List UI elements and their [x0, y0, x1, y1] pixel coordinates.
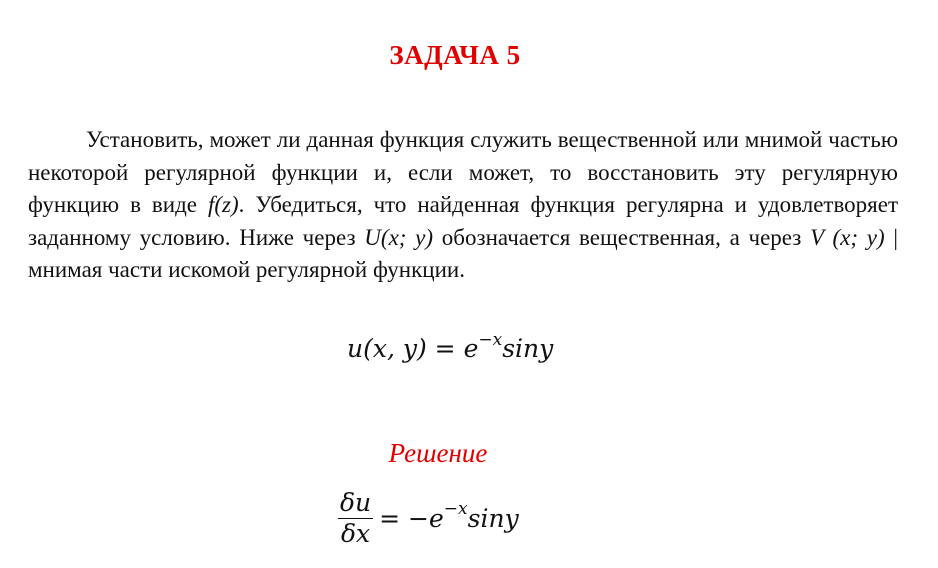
derivative-fraction	[338, 488, 373, 549]
fraction-numerator: δu	[340, 488, 372, 517]
formula1-rhs: siny	[502, 334, 554, 363]
real-part-symbol: U(x; y)	[364, 224, 434, 250]
solution-heading: Решение	[388, 438, 488, 468]
formula2-exponent: −x	[443, 499, 468, 520]
function-f-of-z: f(z)	[207, 192, 239, 217]
fraction-denominator: δx	[341, 519, 371, 548]
statement-text-2: . Убедиться, что найденная функция регулярна и удовлетворяет заданному условию. Ниже через	[28, 192, 898, 250]
formula1-lhs: u(x, y) = e	[347, 334, 479, 363]
formula2-rhs-tail: siny	[467, 503, 519, 533]
statement-text-3: обозначается вещественная, а через	[433, 224, 811, 250]
formula2-rhs-main: = −e	[379, 503, 444, 533]
partial-derivative-formula	[338, 488, 519, 549]
problem-title: ЗАДАЧА 5	[389, 40, 521, 70]
given-function-formula	[347, 329, 554, 363]
problem-statement	[28, 124, 898, 287]
formula1-exponent: −x	[478, 329, 503, 350]
statement-text-4: | мнимая части искомой регулярной функции.	[28, 224, 899, 282]
statement-text-1: Установить, может ли данная функция служить вещественной или мнимой частью некоторой регулярной функции и, если может, то восстановить эту регулярную функцию в виде	[28, 127, 898, 217]
formula2-rhs	[379, 499, 519, 534]
imaginary-part-symbol: V (x; y)	[810, 224, 885, 250]
